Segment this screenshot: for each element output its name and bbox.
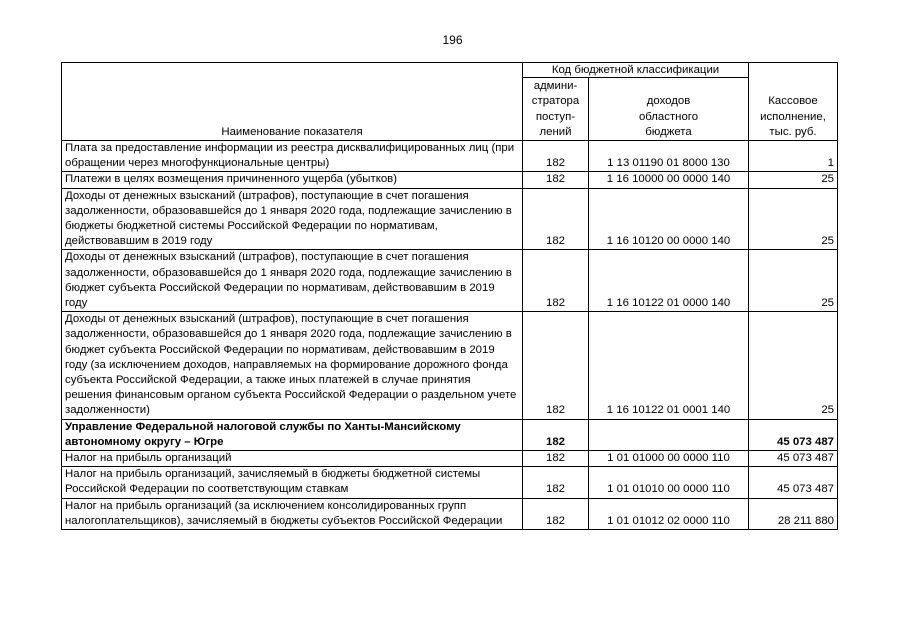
- row-sum: 25: [749, 312, 838, 419]
- table-row: [62, 172, 838, 188]
- row-sum: 25: [749, 188, 838, 250]
- row-admin: 182: [523, 498, 589, 529]
- row-admin: 182: [523, 419, 589, 450]
- header-execution: Кассовое исполнение, тыс. руб.: [749, 63, 838, 141]
- row-code: 1 13 01190 01 8000 130: [589, 141, 749, 172]
- row-name: Платежи в целях возмещения причиненного ущерба (убытков): [62, 172, 523, 188]
- row-admin: 182: [523, 172, 589, 188]
- header-income: доходов областного бюджета: [589, 78, 749, 141]
- row-code: 1 01 01010 00 0000 110: [589, 467, 749, 498]
- table-row: [62, 312, 838, 419]
- row-sum: 45 073 487: [749, 419, 838, 450]
- row-code: 1 01 01000 00 0000 110: [589, 451, 749, 467]
- header-code-group: Код бюджетной классификации: [523, 63, 749, 78]
- table-row: [62, 188, 838, 250]
- row-code: 1 16 10120 00 0000 140: [589, 188, 749, 250]
- row-name: Доходы от денежных взысканий (штрафов), поступающие в счет погашения задолженности, образовавшейся до 1 января 2020 года, подлежащие зачислению в бюджеты бюджетной системы Российской Федерации по нормативам, действовавшим в 2019 году: [62, 188, 523, 250]
- row-code: [589, 419, 749, 450]
- row-sum: 25: [749, 172, 838, 188]
- row-name: Налог на прибыль организаций (за исключением консолидированных групп налогоплательщиков), зачисляемый в бюджеты субъектов Российской Федерации: [62, 498, 523, 529]
- row-name: Доходы от денежных взысканий (штрафов), поступающие в счет погашения задолженности, образовавшейся до 1 января 2020 года, подлежащие зачислению в бюджет субъекта Российской Федерации по нормативам, действовавшим в 2019 году: [62, 250, 523, 312]
- row-admin: 182: [523, 250, 589, 312]
- header-admin: админи- стратора поступ- лений: [523, 78, 589, 141]
- row-sum: 25: [749, 250, 838, 312]
- row-admin: 182: [523, 188, 589, 250]
- table-row: [62, 141, 838, 172]
- row-sum: 45 073 487: [749, 451, 838, 467]
- row-code: 1 16 10122 01 0000 140: [589, 250, 749, 312]
- row-admin: 182: [523, 467, 589, 498]
- page-number: 196: [442, 33, 463, 47]
- budget-table: [61, 62, 838, 530]
- table-row: [62, 250, 838, 312]
- row-name: Налог на прибыль организаций, зачисляемый в бюджеты бюджетной системы Российской Федерации по соответствующим ставкам: [62, 467, 523, 498]
- row-sum: 1: [749, 141, 838, 172]
- row-code: 1 16 10000 00 0000 140: [589, 172, 749, 188]
- row-sum: 28 211 880: [749, 498, 838, 529]
- row-code: 1 16 10122 01 0001 140: [589, 312, 749, 419]
- header-name: Наименование показателя: [62, 63, 523, 141]
- row-code: 1 01 01012 02 0000 110: [589, 498, 749, 529]
- table-row: [62, 451, 838, 467]
- row-name: Управление Федеральной налоговой службы по Ханты-Мансийскому автономному округу – Югре: [62, 419, 523, 450]
- row-admin: 182: [523, 141, 589, 172]
- row-name: Плата за предоставление информации из реестра дисквалифицированных лиц (при обращении через многофункциональные центры): [62, 141, 523, 172]
- row-name: Доходы от денежных взысканий (штрафов), поступающие в счет погашения задолженности, образовавшейся до 1 января 2020 года, подлежащие зачислению в бюджет субъекта Российской Федерации по нормативам, действовавшим в 2019 году (за исключением доходов, направляемых на формирование дорожного фонда субъекта Российской Федерации, а также иных платежей в случае принятия решения финансовым органом субъекта Российской Федерации о раздельном учете задолженности): [62, 312, 523, 419]
- row-name: Налог на прибыль организаций: [62, 451, 523, 467]
- table-row: [62, 498, 838, 529]
- row-sum: 45 073 487: [749, 467, 838, 498]
- row-admin: 182: [523, 451, 589, 467]
- table-row-agency: [62, 419, 838, 450]
- row-admin: 182: [523, 312, 589, 419]
- table-row: [62, 467, 838, 498]
